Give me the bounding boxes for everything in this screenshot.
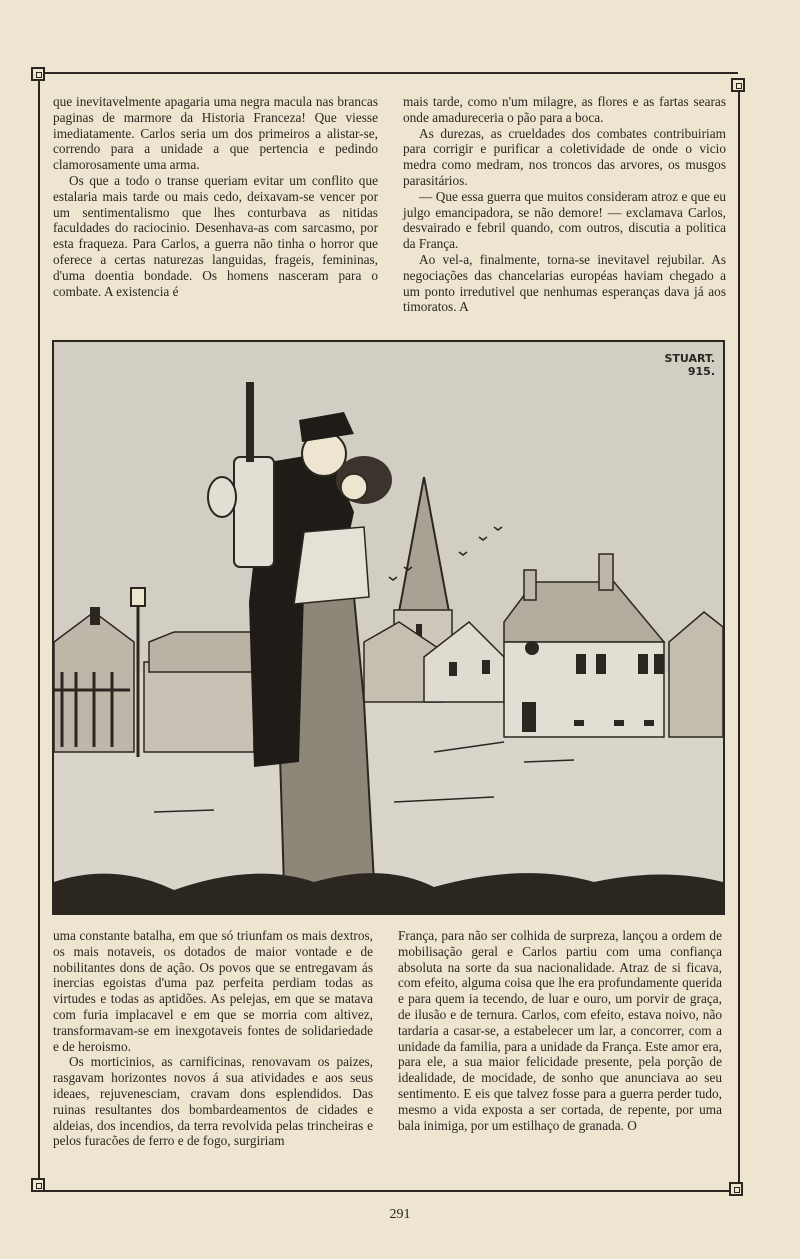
paragraph: mais tarde, como n'um milagre, as flores e as fartas searas onde amadureceria o pão para a boca. <box>403 94 726 125</box>
paragraph: Os que a todo o transe queriam evitar um conflito que estalaria mais tarde ou mais cedo, deixavam-se vencer por um sentimentalismo que lhes conturbava as nitidas faculdades do raciocinio. Desenhava-as com sarcasmo, por esta fraqueza. Para Carlos, a guerra não tinha o horror que oferece a certas naturezas languidas, frageis, femininas, d'uma doentia bondade. Os homens nasceram para o combate. A existencia é <box>53 172 378 299</box>
signature-name: STUART. <box>664 352 715 365</box>
paragraph: Ao vel-a, finalmente, torna-se inevitavel rejubilar. As negociações das chancelarias européas haviam chegado a um ponto irredutivel que nenhumas esperanças dava já aos timoratos. A <box>403 251 726 315</box>
top-left-column <box>53 94 378 299</box>
frame-right-rule <box>738 86 740 1190</box>
frame-left-rule <box>38 72 40 1184</box>
corner-ornament-top-right <box>731 78 745 92</box>
illustration-soldier-farewell <box>52 340 725 915</box>
bottom-right-column <box>398 928 722 1133</box>
corner-ornament-bottom-left <box>31 1178 45 1192</box>
bottom-left-column <box>53 928 373 1149</box>
paragraph: França, para não ser colhida de surpreza, lançou a ordem de mobilisação geral e Carlos partiu com uma confiança absoluta na sorte da sua nacionalidade. Atraz de si ficava, com efeito, alguma coisa que lhe era profundamente querida e para quem ia tecendo, de luar e ouro, um porvir de graça, de ilusão e de ternura. Carlos, com efeito, estava noivo, não tardaria a casar-se, a estabelecer um lar, a concorrer, com a unidade da familia, para a unidade da França. Este amor era, para ele, a sua maior felicidade presente, pela porção de idealidade, de mocidade, de sonho que anunciava ao seu sentimento. E eis que talvez fosse para a guerra perder tudo, mesmo a vida exposta a ser cortada, de repente, por uma bala inimiga, por um estilhaço de granada. O <box>398 928 722 1133</box>
paragraph: As durezas, as crueldades dos combates contribuiriam para corrigir e purificar a coletividade de onde o vicio medra como medram, nos troncos das arvores, os musgos parasitários. <box>403 125 726 188</box>
paragraph: que inevitavelmente apagaria uma negra macula nas brancas paginas de marmore da Historia Franceza! Que viesse imediatamente. Carlos seria um dos primeiros a alistar-se, correndo para a unidade a que pertencia e pedindo clamorosamente uma arma. <box>53 94 378 173</box>
frame-bottom-rule <box>38 1190 738 1192</box>
paragraph: uma constante batalha, em que só triunfam os mais dextros, os mais notaveis, os dotados de maior vontade e de nobilitantes dons de ação. Os povos que se entregavam ás inercias egoistas d'uma paz perfeita perdiam todas as virtudes e todas as aptidões. As pelejas, em que se matava com furia implacavel e em que se morria com altivez, transformavam-se em inexgotaveis fontes de solidariedade e de heroismo. <box>53 928 373 1054</box>
top-right-column <box>403 94 726 315</box>
artist-signature <box>664 352 715 378</box>
illustration-drawing <box>54 342 723 913</box>
frame-top-rule <box>38 72 738 74</box>
page-number: 291 <box>389 1207 411 1222</box>
corner-ornament-top-left <box>31 67 45 81</box>
paragraph: — Que essa guerra que muitos consideram atroz e que eu julgo emancipadora, se não demore! — exclamava Carlos, desvairado e febril quando, com outros, discutia a politica da França. <box>403 188 726 252</box>
signature-year: 915. <box>687 365 715 378</box>
paragraph: Os morticinios, as carnificinas, renovavam os paizes, rasgavam horizontes novos á sua atividades e aos seus ideaes, rejuvenesciam, cravam dons esplendidos. Das ruinas resultantes dos bombardeamentos de cidades e aldeias, dos incendios, da terra revolvida pelas trincheiras e pelos furacões de ferro e de fogo, surgiriam <box>53 1054 373 1149</box>
corner-ornament-bottom-right <box>729 1182 743 1196</box>
